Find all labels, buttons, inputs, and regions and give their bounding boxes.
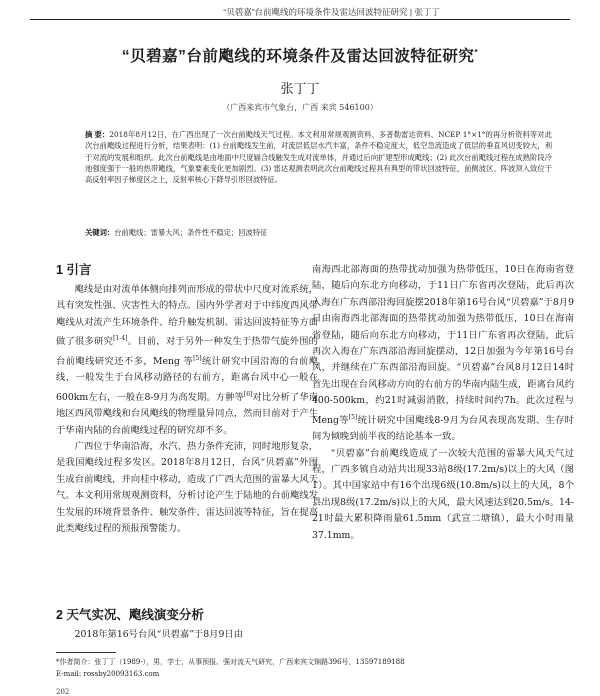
paper-title-text: “贝碧嘉”台前飑线的环境条件及雷达回波特征研究 bbox=[121, 48, 475, 65]
right-paragraph-2: “贝碧嘉”台前飑线造成了一次较大范围的雷暴大风天气过程，广西多镇自动站共出现33站8级(17.2m/s)以上的大风（图1）。其中国家站中有16个出现6级(10.8m/s)以上的大风，8个县出现8级(17.2m/s)以上的大风，最大风速达到20.5m/s。14-21时最大累积降雨量61.5mm（武宣二塘镇），最大小时雨量37.1mm。 bbox=[312, 447, 574, 541]
author-footnote bbox=[56, 656, 560, 680]
intro-paragraph-1 bbox=[56, 282, 318, 439]
left-column-intro bbox=[56, 282, 318, 537]
intro-p1-text-cont2: 统计研究中国沿海的台前飑线，一般发生于台风移动路径的右前方，距离台风中心一般在600km左右，一般在8-9月为高发期。方翀等 bbox=[56, 355, 318, 403]
right-p1-text-cont: 统计研究中国飑线8-9月为台风表现高发期、生存时间为倾晚到前半夜的结论基本一致。 bbox=[312, 414, 574, 443]
section-2-paragraph-1: 2018年第16号台风“贝碧嘉”于8月9日由 bbox=[74, 629, 243, 640]
intro-p1-text: 飑线是由对流单体侧向排列而形成的带状中尺度对流系统，具有突发性强、灾害性大的特点。国内外学者对于中纬度西风带飑线从对流产生环境条件、给升触发机制、雷达回波特征等方面做了很多研究 bbox=[56, 284, 318, 348]
author-name: 张丁丁 bbox=[280, 81, 320, 96]
citation-ref: [5] bbox=[193, 354, 202, 362]
right-paragraph-1 bbox=[312, 262, 574, 446]
right-p1-text: 南海西北部海面的热带扰动加强为热带低压，10日在海南省登陆，随后向东北方向移动，于11日广东省再次登陆，此后再次入海在广东西部沿海回旋摆2018年第16号台风“贝碧嘉”于8月9日由南海西北部海面的热带扰动加强为热带低压，10日在海南省登陆，随后向东北方向移动，于11日广东省再次登陆，此后再次入海在广东西部沿海回旋摆动，12日加强为今年第16号台风，并继续在广东西部沿海回旋。“贝碧嘉”台风8月12日14时首先出现在台风移动方向的右前方的华南内陆生成，距离台风约400-500km，约21时减弱消散，持续时间约7h。此次过程与Meng等 bbox=[312, 264, 574, 426]
keywords bbox=[85, 227, 552, 238]
abstract-label: 摘 要： bbox=[85, 130, 110, 139]
intro-paragraph-2: 广西位于华南沿海，水汽、热力条件充沛，同时地形复杂，是我国飑线过程多发区。2018年8月12日，台风“贝碧嘉”外围生成台前飑线，并向桂中移动，造成了广西大范围的雷暴大风天气。本文利用常规观测资料，分析讨论产生于陆地的台前飑线发生发展的环境背景条件、触发条件、雷达回波等特征，旨在提高此类飑线过程的预报预警能力。 bbox=[56, 440, 318, 534]
author-affiliation: （广西来宾市气象台，广西 来宾 546100） bbox=[222, 103, 378, 112]
running-header bbox=[30, 6, 570, 20]
paper-title bbox=[0, 44, 600, 66]
intro-p1-text-cont3: 对比分析了华南地区西风带飑线和台风飑线的物理量异同点，然而目前对于产生于华南内陆的台前飑线过程的研究却不多。 bbox=[56, 391, 318, 436]
right-column bbox=[312, 262, 574, 544]
abstract bbox=[85, 129, 552, 185]
running-title: “贝碧嘉”台前飑线的环境条件及雷达回波特征研究 | 张丁丁 bbox=[223, 7, 440, 17]
left-column-sec2 bbox=[56, 627, 318, 643]
keywords-label: 关键词： bbox=[85, 228, 115, 237]
citation-ref: [5] bbox=[348, 413, 358, 421]
section-2-heading: 2 天气实况、飑线演变分析 bbox=[56, 608, 204, 622]
intro-p1-text-cont: 。目前，对于另外一种发生于热带气旋外围的台前飑线研究还不多，Meng 等 bbox=[56, 336, 318, 367]
keywords-text: 台前飑线；雷暴大风；条件性不稳定；回波特征 bbox=[114, 228, 268, 237]
citation-ref: [1-4] bbox=[113, 335, 128, 343]
footnote-line-1: *作者简介：张丁丁（1989-），男，学士，从事预报、强对流天气研究，广西来宾文锦路396号，13597189188 bbox=[56, 658, 405, 666]
section-1-heading: 1 引言 bbox=[56, 263, 92, 277]
footnote-email: E-mail: rossby20093163.com bbox=[56, 670, 160, 678]
citation-ref: [6] bbox=[243, 390, 253, 398]
title-footnote-mark: * bbox=[474, 47, 479, 57]
footnote-divider bbox=[56, 652, 116, 653]
abstract-text: 2018年8月12日，在广西出现了一次台前飑线天气过程。本文利用常规观测资料、多普勒雷达资料、NCEP 1°×1°的再分析资料等对此次台前飑线过程进行分析，结果表明：(1) 台前飑线发生前，对流层低层水汽丰富，条件不稳定度大，低空急流造成了低层的垂直风切变较大，利于对流的发展和组织。此次台前飑线是由地面中尺度辐合线触发生成对流单体，并通过后向扩建型形成飑线；(2) 此次台前飑线过程在成熟阶段冷池强度强于一般的热带飑线，气象要素变化更加剧烈。(3) 雷达观测表明此次台前飑线过程具有典型的带状回波特征，前侧波区、阵波顶入致位于高反射率因子梯度区之上，反射率核心下降导引形回波特征。 bbox=[85, 130, 552, 185]
page-number: 202 bbox=[56, 688, 70, 696]
